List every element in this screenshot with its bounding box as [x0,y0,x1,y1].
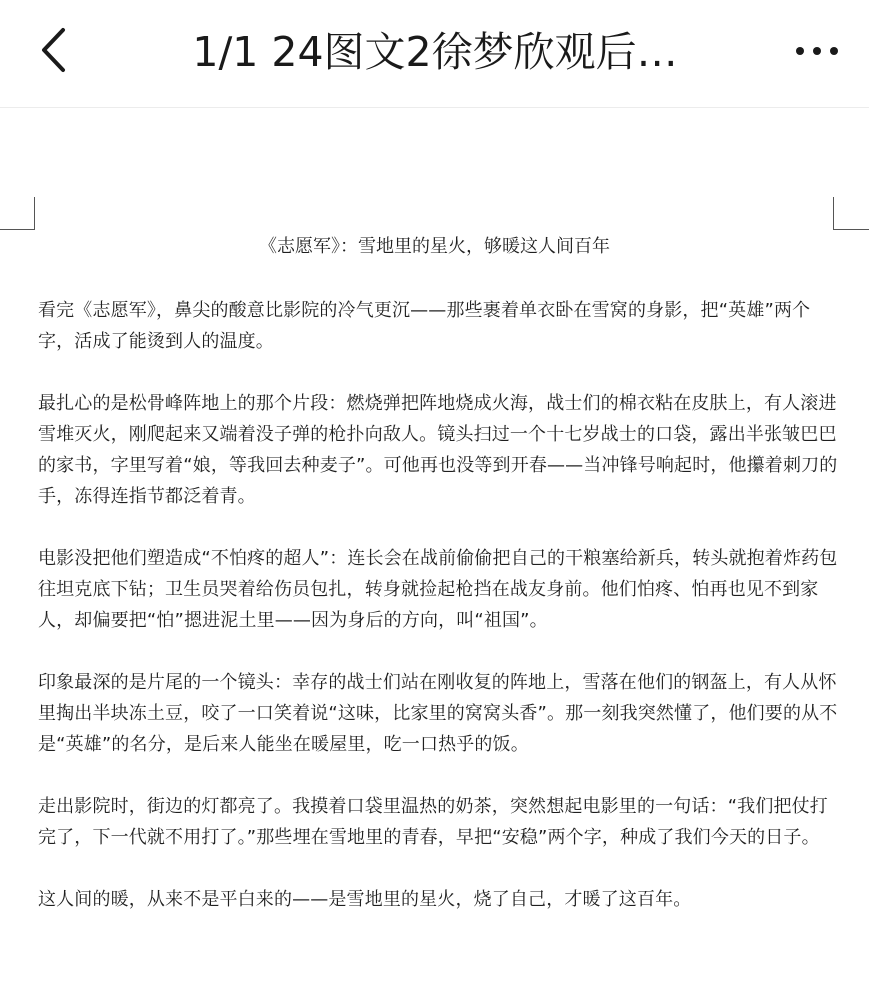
paragraph: 这人间的暖，从来不是平白来的——是雪地里的星火，烧了自己，才暖了这百年。 [38,889,692,910]
paragraph: 最扎心的是松骨峰阵地上的那个片段：燃烧弹把阵地烧成火海，战士们的棉衣粘在皮肤上，有人滚进雪堆灭火，刚爬起来又端着没子弹的枪扑向敌人。镜头扫过一个十七岁战士的口袋，露出半张皱巴巴的家书，字里写着“娘，等我回去种麦子”。可他再也没等到开春——当冲锋号响起时，他攥着刺刀的手，冻得连指节都泛着青。 [38,393,838,507]
back-button[interactable] [24,20,84,80]
page-corner-mark-right [833,197,869,230]
paragraph: 走出影院时，街边的灯都亮了。我摸着口袋里温热的奶茶，突然想起电影里的一句话：“我们把仗打完了，下一代就不用打了。”那些埋在雪地里的青春，早把“安稳”两个字，种成了我们今天的日子。 [38,796,828,848]
document-page [0,108,869,995]
chevron-left-icon [39,27,69,73]
top-navigation-bar [0,0,869,108]
paragraph: 印象最深的是片尾的一个镜头：幸存的战士们站在刚收复的阵地上，雪落在他们的钢盔上，有人从怀里掏出半块冻土豆，咬了一口笑着说“这味，比家里的窝窝头香”。那一刻我突然懂了，他们要的从不是“英雄”的名分，是后来人能坐在暖屋里，吃一口热乎的饭。 [38,672,838,755]
paragraph: 看完《志愿军》，鼻尖的酸意比影院的冷气更沉——那些裹着单衣卧在雪窝的身影，把“英雄”两个字，活成了能烫到人的温度。 [38,300,811,352]
paragraph: 电影没把他们塑造成“不怕疼的超人”：连长会在战前偷偷把自己的干粮塞给新兵，转头就抱着炸药包往坦克底下钻；卫生员哭着给伤员包扎，转身就捡起枪挡在战友身前。他们怕疼、怕再也见不到家人，却偏要把“怕”摁进泥土里——因为身后的方向，叫“祖国”。 [38,548,838,631]
more-options-button[interactable] [789,28,845,72]
document-title: 1/1 24图文2徐梦欣观后… [192,28,678,76]
page-corner-mark-left [0,197,35,230]
article-title: 《志愿军》：雪地里的星火，够暖这人间百年 [259,236,610,257]
more-horizontal-icon [795,41,839,60]
article-body [38,295,838,915]
